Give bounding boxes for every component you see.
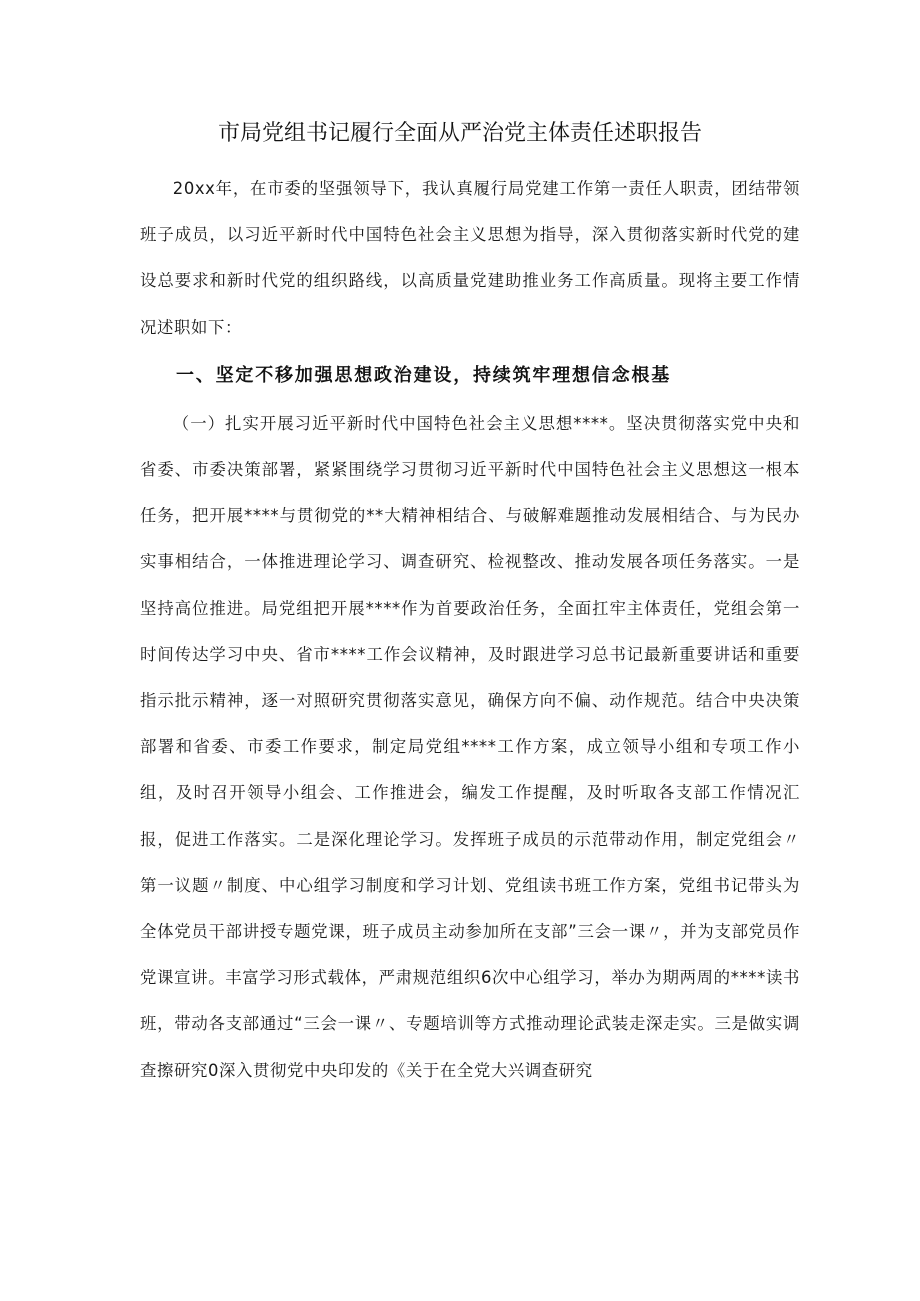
- document-title: 市局党组书记履行全面从严治党主体责任述职报告: [217, 121, 702, 146]
- document-body: [140, 166, 800, 1094]
- section-heading-1: 一、坚定不移加强思想政治建设，持续筑牢理想信念根基: [176, 364, 671, 386]
- intro-paragraph: 20xx年，在市委的坚强领导下，我认真履行局党建工作第一责任人职责，团结带领班子成员，以习近平新时代中国特色社会主义思想为指导，深入贯彻落实新时代党的建设总要求和新时代党的组织路线，以高质量党建助推业务工作高质量。现将主要工作情况述职如下：: [140, 179, 800, 337]
- section-1-paragraph-1: （一）扎实开展习近平新时代中国特色社会主义思想****。坚决贯彻落实党中央和省委、市委决策部署，紧紧围绕学习贯彻习近平新时代中国特色社会主义思想这一根本任务，把开展****与贯彻党的**大精神相结合、与破解难题推动发展相结合、与为民办实事相结合，一体推进理论学习、调查研究、检视整改、推动发展各项任务落实。一是坚持高位推进。局党组把开展****作为首要政治任务，全面扛牢主体责任，党组会第一时间传达学习中央、省市****工作会议精神，及时跟进学习总书记最新重要讲话和重要指示批示精神，逐一对照研究贯彻落实意见，确保方向不偏、动作规范。结合中央决策部署和省委、市委工作要求，制定局党组****工作方案，成立领导小组和专项工作小组，及时召开领导小组会、工作推进会，编发工作提醒，及时听取各支部工作情况汇报，促进工作落实。二是深化理论学习。发挥班子成员的示范带动作用，制定党组会〃第一议题〃制度、中心组学习制度和学习计划、党组读书班工作方案，党组书记带头为全体党员干部讲授专题党课，班子成员主动参加所在支部”三会一课〃，并为支部党员作党课宣讲。丰富学习形式载体，严肃规范组织6次中心组学习，举办为期两周的****读书班，带动各支部通过“三会一课〃、专题培训等方式推动理论武装走深走实。三是做实调查擦研究0深入贯彻党中央印发的《关于在全党大兴调查研究: [140, 413, 800, 1080]
